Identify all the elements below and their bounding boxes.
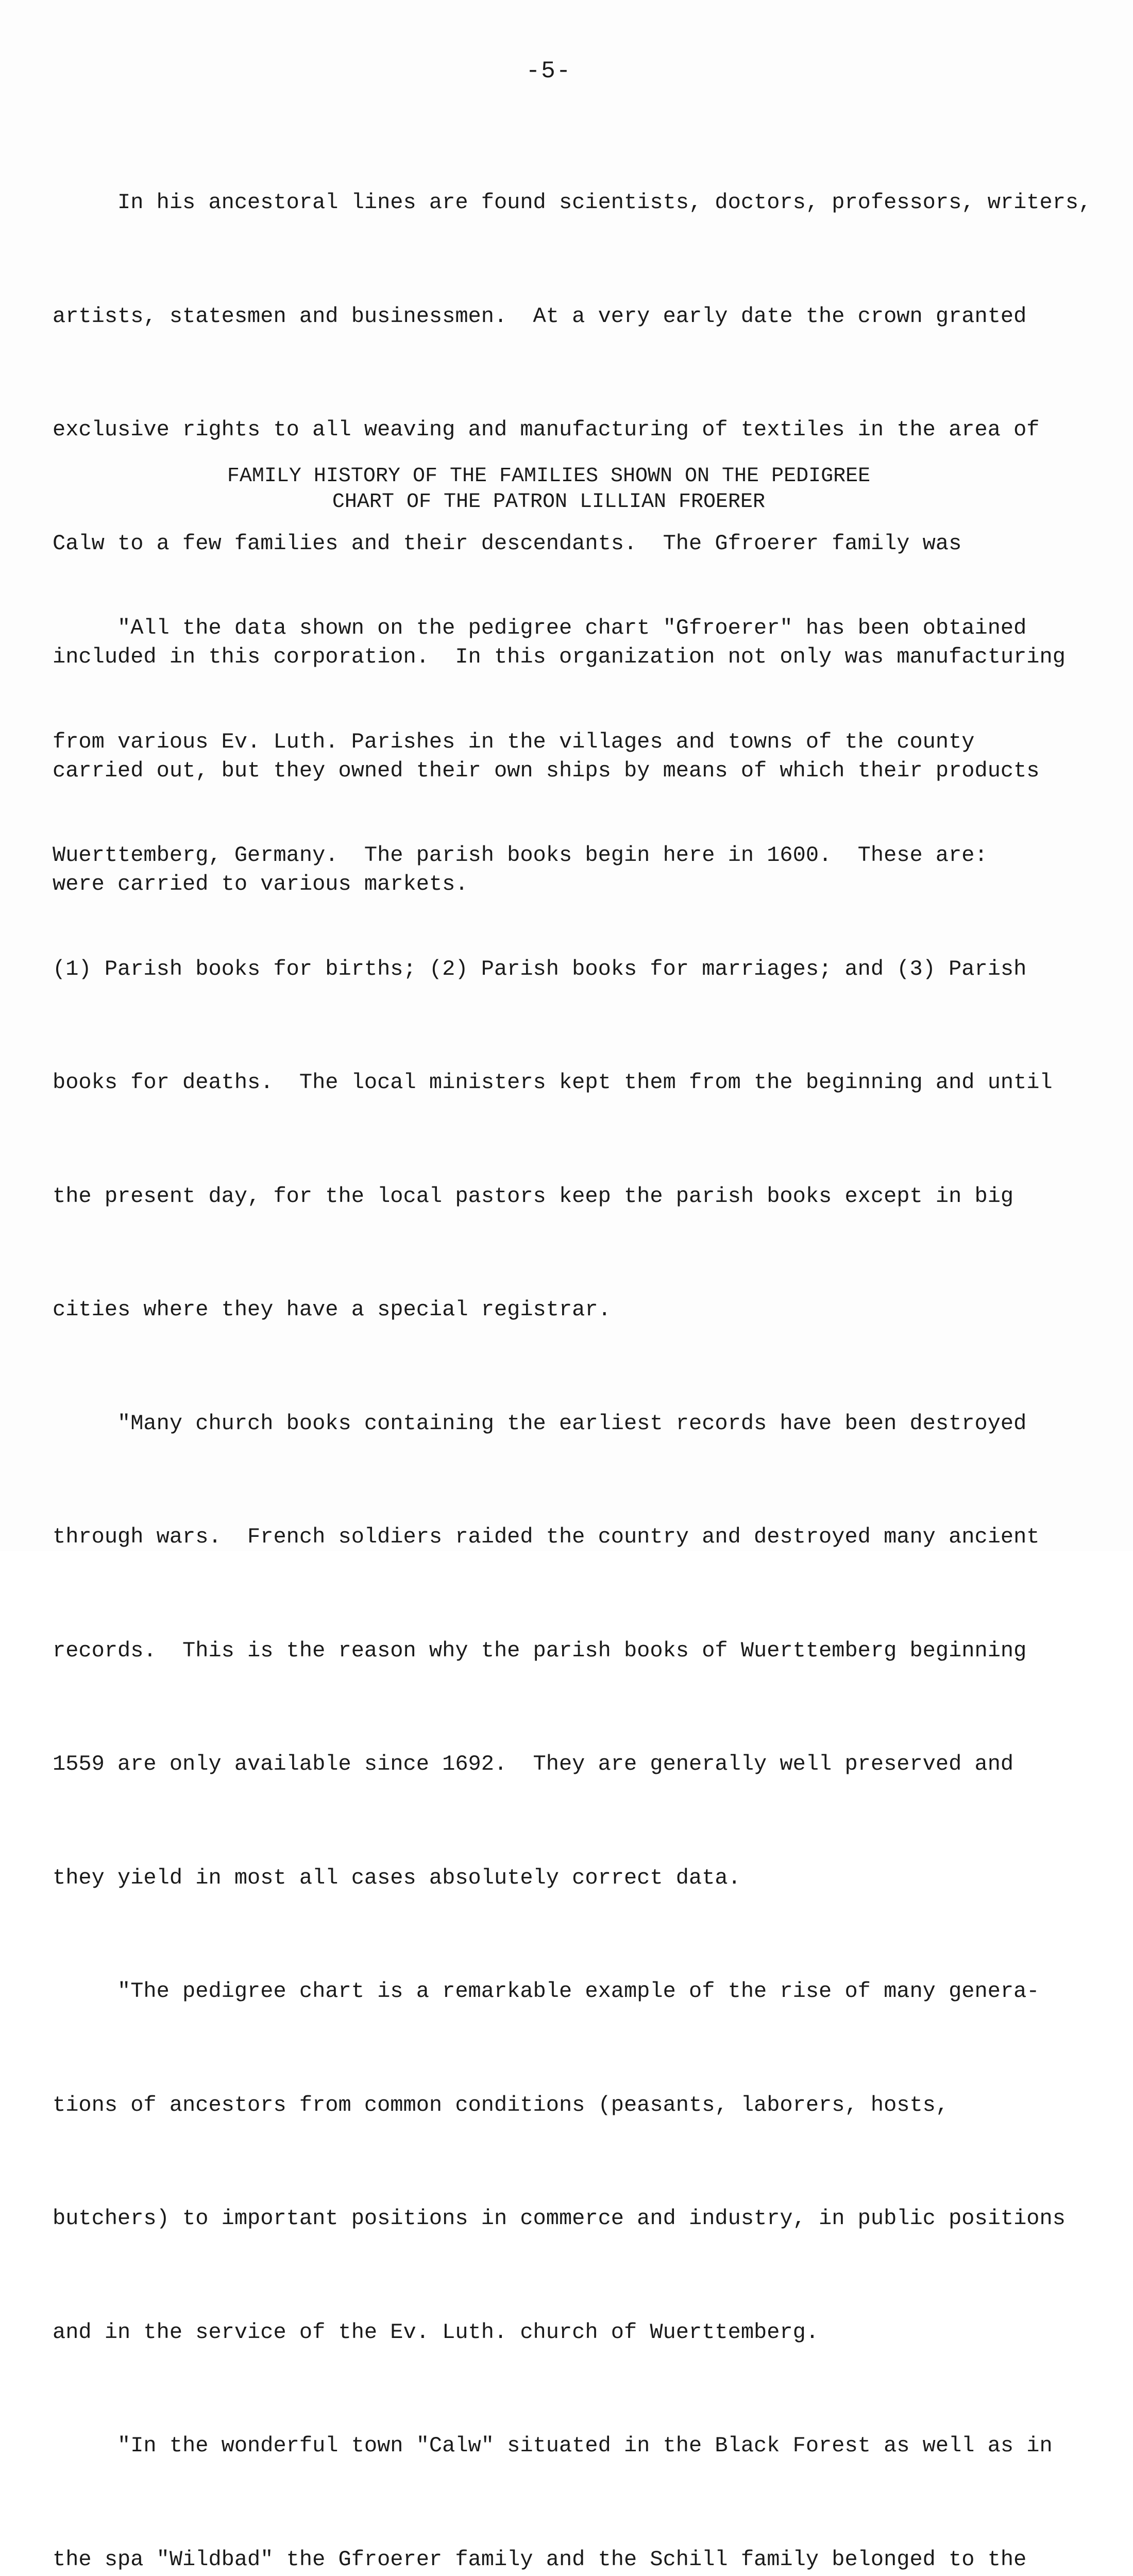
text-line: In his ancestoral lines are found scientists, doctors, professors, writers, — [53, 184, 1083, 222]
text-line: books for deaths. The local ministers kept them from the beginning and until — [53, 1064, 1083, 1102]
section-heading — [0, 464, 1097, 515]
text-line: and in the service of the Ev. Luth. church of Wuerttemberg. — [53, 2314, 1083, 2352]
text-line: 1559 are only available since 1692. They are generally well preserved and — [53, 1745, 1083, 1784]
text-line: the spa "Wildbad" the Gfroerer family and the Schill family belonged to the — [53, 2541, 1083, 2576]
text-line: "The pedigree chart is a remarkable example of the rise of many genera- — [53, 1973, 1083, 2011]
text-line: artists, statesmen and businessmen. At a very early date the crown granted — [53, 298, 1083, 336]
text-line: cities where they have a special registrar. — [53, 1291, 1083, 1329]
text-line: they yield in most all cases absolutely correct data. — [53, 1859, 1083, 1897]
text-line: from various Ev. Luth. Parishes in the villages and towns of the county — [53, 723, 1083, 761]
text-line: Calw to a few families and their descendants. The Gfroerer family was — [53, 525, 1083, 563]
text-line: records. This is the reason why the parish books of Wuerttemberg beginning — [53, 1632, 1083, 1670]
family-history-body — [53, 534, 1083, 2576]
text-line: butchers) to important positions in commerce and industry, in public positions — [53, 2200, 1083, 2238]
text-line: Wuerttemberg, Germany. The parish books begin here in 1600. These are: — [53, 837, 1083, 875]
text-line: through wars. French soldiers raided the country and destroyed many ancient — [53, 1518, 1083, 1556]
heading-line-2: CHART OF THE PATRON LILLIAN FROERER — [0, 489, 1097, 515]
text-line: "All the data shown on the pedigree chart "Gfroerer" has been obtained — [53, 609, 1083, 648]
text-line: "Many church books containing the earliest records have been destroyed — [53, 1405, 1083, 1443]
heading-line-1: FAMILY HISTORY OF THE FAMILIES SHOWN ON THE PEDIGREE — [0, 464, 1097, 489]
text-line: "In the wonderful town "Calw" situated in the Black Forest as well as in — [53, 2427, 1083, 2465]
text-line: were carried to various markets. — [53, 866, 1083, 904]
text-line: tions of ancestors from common conditions (peasants, laborers, hosts, — [53, 2087, 1083, 2125]
text-line: the present day, for the local pastors keep the parish books except in big — [53, 1178, 1083, 1216]
text-line: exclusive rights to all weaving and manufacturing of textiles in the area of — [53, 411, 1083, 449]
text-line: (1) Parish books for births; (2) Parish books for marriages; and (3) Parish — [53, 951, 1083, 989]
page-number: -5- — [0, 58, 1097, 84]
text-line: carried out, but they owned their own ships by means of which their products — [53, 752, 1083, 790]
text-line: included in this corporation. In this organization not only was manufacturing — [53, 638, 1083, 676]
